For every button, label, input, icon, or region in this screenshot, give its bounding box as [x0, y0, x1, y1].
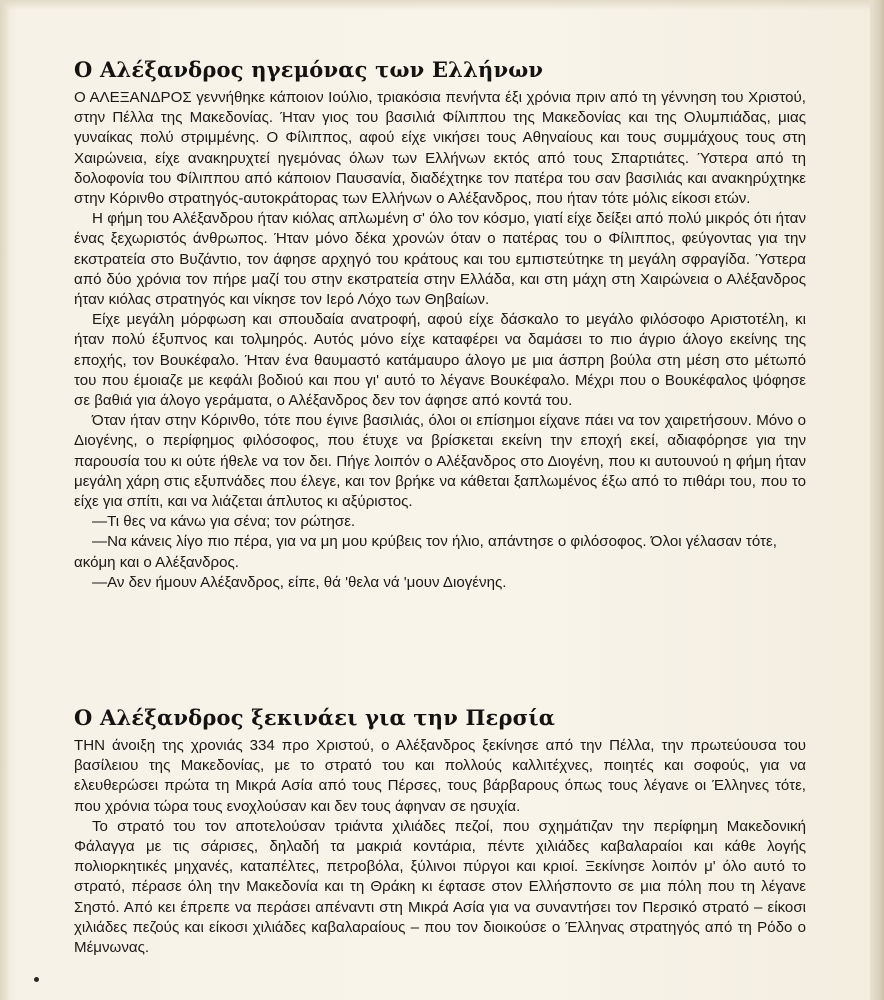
section-alexander-persia	[74, 704, 806, 958]
section-alexander-leader	[74, 56, 806, 593]
section-title: Ο Αλέξανδρος ξεκινάει για την Περσία	[74, 705, 556, 730]
paragraph: ΤΗΝ άνοιξη της χρονιάς 334 πρo Χριστού, ο Αλέξανδρος ξεκίνησε από την Πέλλα, την πρωτεύουσα του βασίλειου της Μακεδονίας, με το στρατό του και πολλούς καλλιτέχνες, ποιητές και σοφούς, για να ελευθερώσει πρώτα τη Μικρά Ασία από τους Πέρσες, τους βάρβαρους όπως τους λέγανε οι Έλληνες τότε, που χρόνια τώρα τους ενοχλούσαν και δεν τους άφηναν σε ησυχία.	[74, 737, 806, 815]
page-top-edge	[0, 0, 884, 10]
page-mark	[34, 977, 39, 982]
dialog-line: —Τι θες να κάνω για σένα; τον ρώτησε.	[92, 513, 356, 531]
paragraph: Το στρατό του τον αποτελούσαν τριάντα χιλιάδες πεζοί, που σχημάτιζαν την περίφημη Μακεδονική Φάλαγγα με τις σάρισες, δηλαδή τα μακριά κοντάρια, πέντε χιλιάδες καβαλαραίοι και κάθε λογής πολιορκητικές μηχανές, καταπέλτες, πετροβόλα, ξύλινοι πύργοι και κριοί. Ξεκίνησε λοιπόν μ' όλο αυτό το στρατό, πέρασε όλη την Μακεδονία και τη Θράκη κι έφτασε στον Ελλήσποντο σε μια πόλη που τη λέγανε Σηστό. Από κει έπρεπε να περάσει απέναντι στη Μικρά Ασία για να συναντήσει τον Περσικό στρατό – είκοσι χιλιάδες πεζούς και είκοσι χιλιάδες καβαλαραίους – που τον διοικούσε ο Έλληνας στρατηγός από τη Ρόδο ο Μέμνωνας.	[74, 817, 806, 957]
section-title: Ο Αλέξανδρος ηγεμόνας των Ελλήνων	[74, 57, 544, 82]
page-right-edge	[870, 0, 884, 1000]
paragraph: Είχε μεγάλη μόρφωση και σπουδαία ανατροφή, αφού είχε δάσκαλο το μεγάλο φιλόσοφο Αριστοτέλη, κι ήταν πολύ έξυπνος και τολμηρός. Αυτός μόνο είχε καταφέρει να δαμάσει το πιο άγριο άλογο εκείνης της εποχής, τον Βουκέφαλο. Ήταν ένα θαυμαστό κατάμαυρο άλογο με μια άσπρη βούλα στη μέση στο μέτωπό του που έμοιαζε με κεφάλι βοδιού και που γι' αυτό το λέγανε Βουκέφαλο. Μέχρι που ο Βουκέφαλος ψόφησε σε βαθιά για άλογο γεράματα, ο Αλέξανδρος δεν τον άφησε από κοντά του.	[74, 311, 806, 410]
dialog-line: —Να κάνεις λίγο πιο πέρα, για να μη μου κρύβεις τον ήλιο, απάντησε ο φιλόσοφος. Όλοι γέλασαν τότε, ακόμη και ο Αλέξανδρος.	[74, 533, 777, 571]
paragraph: Η φήμη του Αλέξανδρου ήταν κιόλας απλωμένη σ' όλο τον κόσμο, γιατί είχε δείξει από πολύ μικρός ότι ήταν ένας ξεχωριστός άνθρωπος. Ήταν μόνο δέκα χρονών όταν ο πατέρας του ο Φίλιππος, φεύγοντας για την εκστρατεία στο Βυζάντιο, τον άφησε αρχηγό του κράτους και του εμπιστεύτηκε τη μεγάλη σφραγίδα. Ύστερα από δύο χρόνια τον πήρε μαζί του στην εκστρατεία στην Ελλάδα, και στη μάχη στη Χαιρώνεια ο Αλέξανδρος ήταν κιόλας στρατηγός και νίκησε τον Ιερό Λόχο των Θηβαίων.	[74, 210, 806, 309]
paragraph: Όταν ήταν στην Κόρινθο, τότε που έγινε βασιλιάς, όλοι οι επίσημοι είχανε πάει να τον χαιρετήσουν. Μόνο ο Διογένης, ο περίφημος φιλόσοφος, που έτυχε να βρίσκεται εκείνη την εποχή εκεί, αδιαφόρησε για την παρουσία του κι ούτε ήθελε να τον δει. Πήγε λοιπόν ο Αλέξανδρος στο Διογένη, που κι αυτουνού η φήμη ήταν μεγάλη χάρη στις εξυπνάδες που έλεγε, και τον βρήκε να κάθεται ξαπλωμένος έξω από το πιθάρι του, που το είχε για σπίτι, και να λιάζεται άπλυτος κι αξύριστος.	[74, 412, 806, 511]
paragraph: Ο ΑΛΕΞΑΝΔΡΟΣ γεννήθηκε κάποιον Ιούλιο, τριακόσια πενήντα έξι χρόνια πριν από τη γέννηση του Χριστού, στην Πέλλα της Μακεδονίας. Ήταν γιος του βασιλιά Φίλιππου της Μακεδονίας και της Ολυμπιάδας, μιας γυναίκας πολύ στριμμένης. Ο Φίλιππος, αφού είχε νικήσει τους Αθηναίους και τους συμμάχους τους στη Χαιρώνεια, είχε ανακηρυχτεί ηγεμόνας όλων των Ελλήνων εκτός από τους Σπαρτιάτες. Ύστερα από τη δολοφονία του Φίλιππου από κάποιον Παυσανία, διαδέχτηκε τον πατέρα του σαν βασιλιάς και ανακηρύχτηκε στην Κόρινθο στρατηγός-αυτοκράτορας των Ελλήνων ο Αλέξανδρος, που ήταν τότε μόλις είκοσι ετών.	[74, 89, 806, 208]
dialog-line: —Αν δεν ήμουν Αλέξανδρος, είπε, θά 'θελα νά 'μουν Διογένης.	[92, 573, 507, 591]
page-fold-shadow	[0, 0, 10, 1000]
